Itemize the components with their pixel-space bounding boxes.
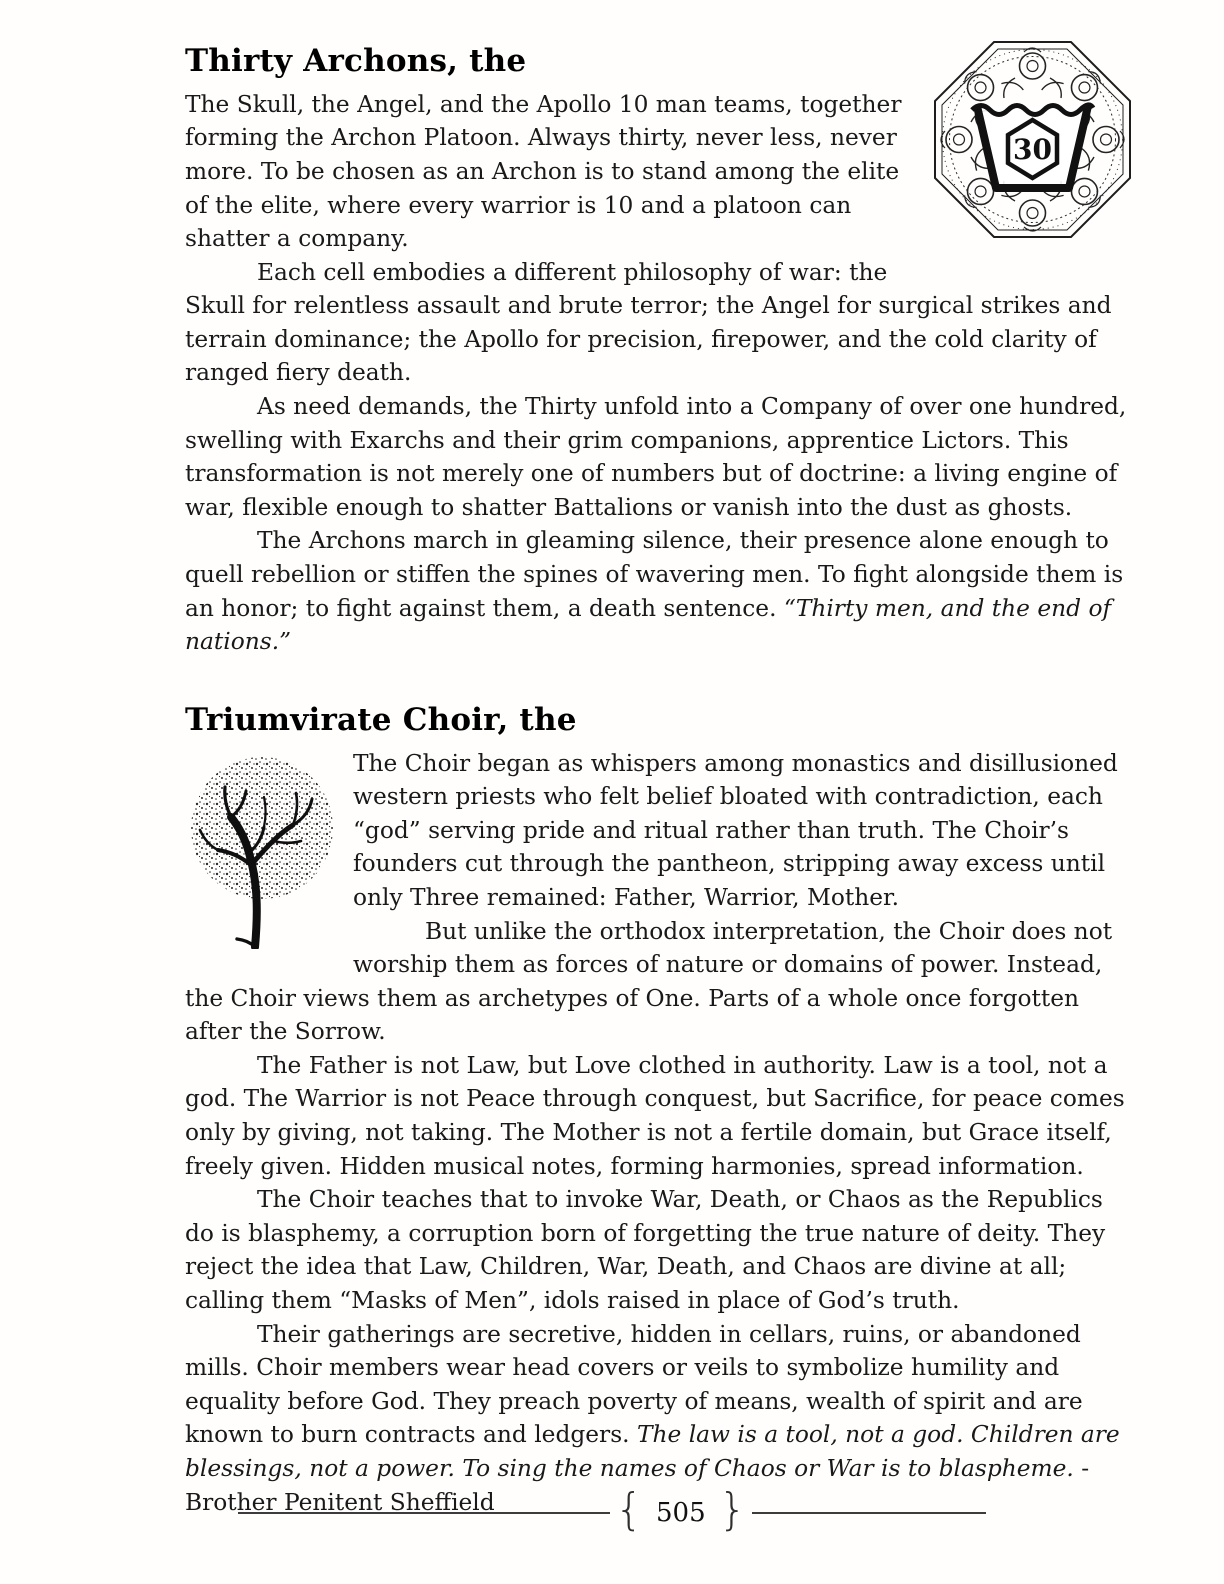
paragraph-italic-text: “Thirty men, and the end of nations.”: [185, 594, 1112, 656]
paragraph-text: As need demands, the Thirty unfold into a Company of over one hundred, swelling with Exarchs and their grim companions, apprentice Lictors. This transformation is not merely one of numbers but of doctrine: a living engine of war, flexible enough to shatter Battalions or vanish into the dust as ghosts.: [185, 393, 1127, 521]
page-footer: [238, 1486, 986, 1540]
paragraph: [185, 524, 1136, 658]
section-thirty-archons: [185, 44, 1136, 659]
footer-left-brace: {: [615, 1484, 643, 1535]
thirty-archons-emblem-icon: [929, 36, 1136, 250]
paragraph-text: The Choir began as whispers among monastics and disillusioned western priests who felt belief bloated with contradiction, each “god” serving pride and ritual rather than truth. The Choir’s founders cut through the pantheon, stripping away excess until only Three remained: Father, Warrior, Mother.: [353, 749, 1118, 911]
paragraph-attribution: - Brother Penitent Sheffield: [185, 1455, 1090, 1516]
paragraph: [185, 1049, 1136, 1183]
paragraph-text: Their gatherings are secretive, hidden in cellars, ruins, or abandoned mills. Choir members wear head covers or veils to symbolize humility and equality before God. They preach poverty of means, wealth of spirit and are known to burn contracts and ledgers.: [185, 1320, 1083, 1449]
paragraph-text: The Choir teaches that to invoke War, Death, or Chaos as the Republics do is blasphemy, a corruption born of forgetting the true nature of deity. They reject the idea that Law, Children, War, Death, and Chaos are divine at all; calling them “Masks of Men”, idols raised in place of God’s truth.: [185, 1186, 1106, 1315]
section-triumvirate-choir: [185, 703, 1136, 1519]
paragraph-text: The Father is not Law, but Love clothed in authority. Law is a tool, not a god. The Warrior is not Peace through conquest, but Sacrifice, for peace comes only by giving, not taking. The Mother is not a fertile domain, but Grace itself, freely given. Hidden musical notes, forming harmonies, spread information.: [185, 1051, 1125, 1180]
paragraph-italic-text: The law is a tool, not a god. Children are blessings, not a power. To sing the names of Chaos or War is to blaspheme.: [185, 1421, 1120, 1482]
paragraph: [185, 1183, 1136, 1317]
footer-rule-right: [752, 1512, 986, 1514]
footer-rule-left: [238, 1512, 610, 1514]
section-title-thirty-archons: Thirty Archons, the: [185, 43, 527, 79]
paragraph-text: But unlike the orthodox interpretation, the Choir does not worship them as forces of nature or domains of power. Instead, the Choir views them as archetypes of One. Parts of a whole once forgotten after the Sorrow.: [185, 917, 1113, 1046]
paragraph-text: Each cell embodies a different philosophy of war: the Skull for relentless assault and brute terror; the Angel for surgical strikes and terrain dominance; the Apollo for precision, firepower, and the cold clarity of ranged fiery death.: [185, 258, 1112, 387]
section-title-triumvirate-choir: Triumvirate Choir, the: [185, 701, 577, 738]
paragraph: [185, 256, 1136, 390]
page-content: [185, 44, 1136, 1519]
page-number: 505: [656, 1498, 706, 1528]
paragraph: [185, 390, 1136, 524]
emblem-number-label: 30: [1013, 133, 1052, 166]
paragraph-text: The Skull, the Angel, and the Apollo 10 man teams, together forming the Archon Platoon. Always thirty, never less, never more. To be chosen as an Archon is to stand among the elite of the elite, where every warrior is 10 and a platoon can shatter a company.: [185, 90, 902, 253]
paragraph-text: The Archons march in gleaming silence, their presence alone enough to quell rebellion or stiffen the spines of wavering men. To fight alongside them is an honor; to fight against them, a death sentence.: [185, 527, 1124, 622]
choir-tree-illustration: [185, 751, 337, 949]
footer-right-brace: }: [718, 1484, 747, 1535]
